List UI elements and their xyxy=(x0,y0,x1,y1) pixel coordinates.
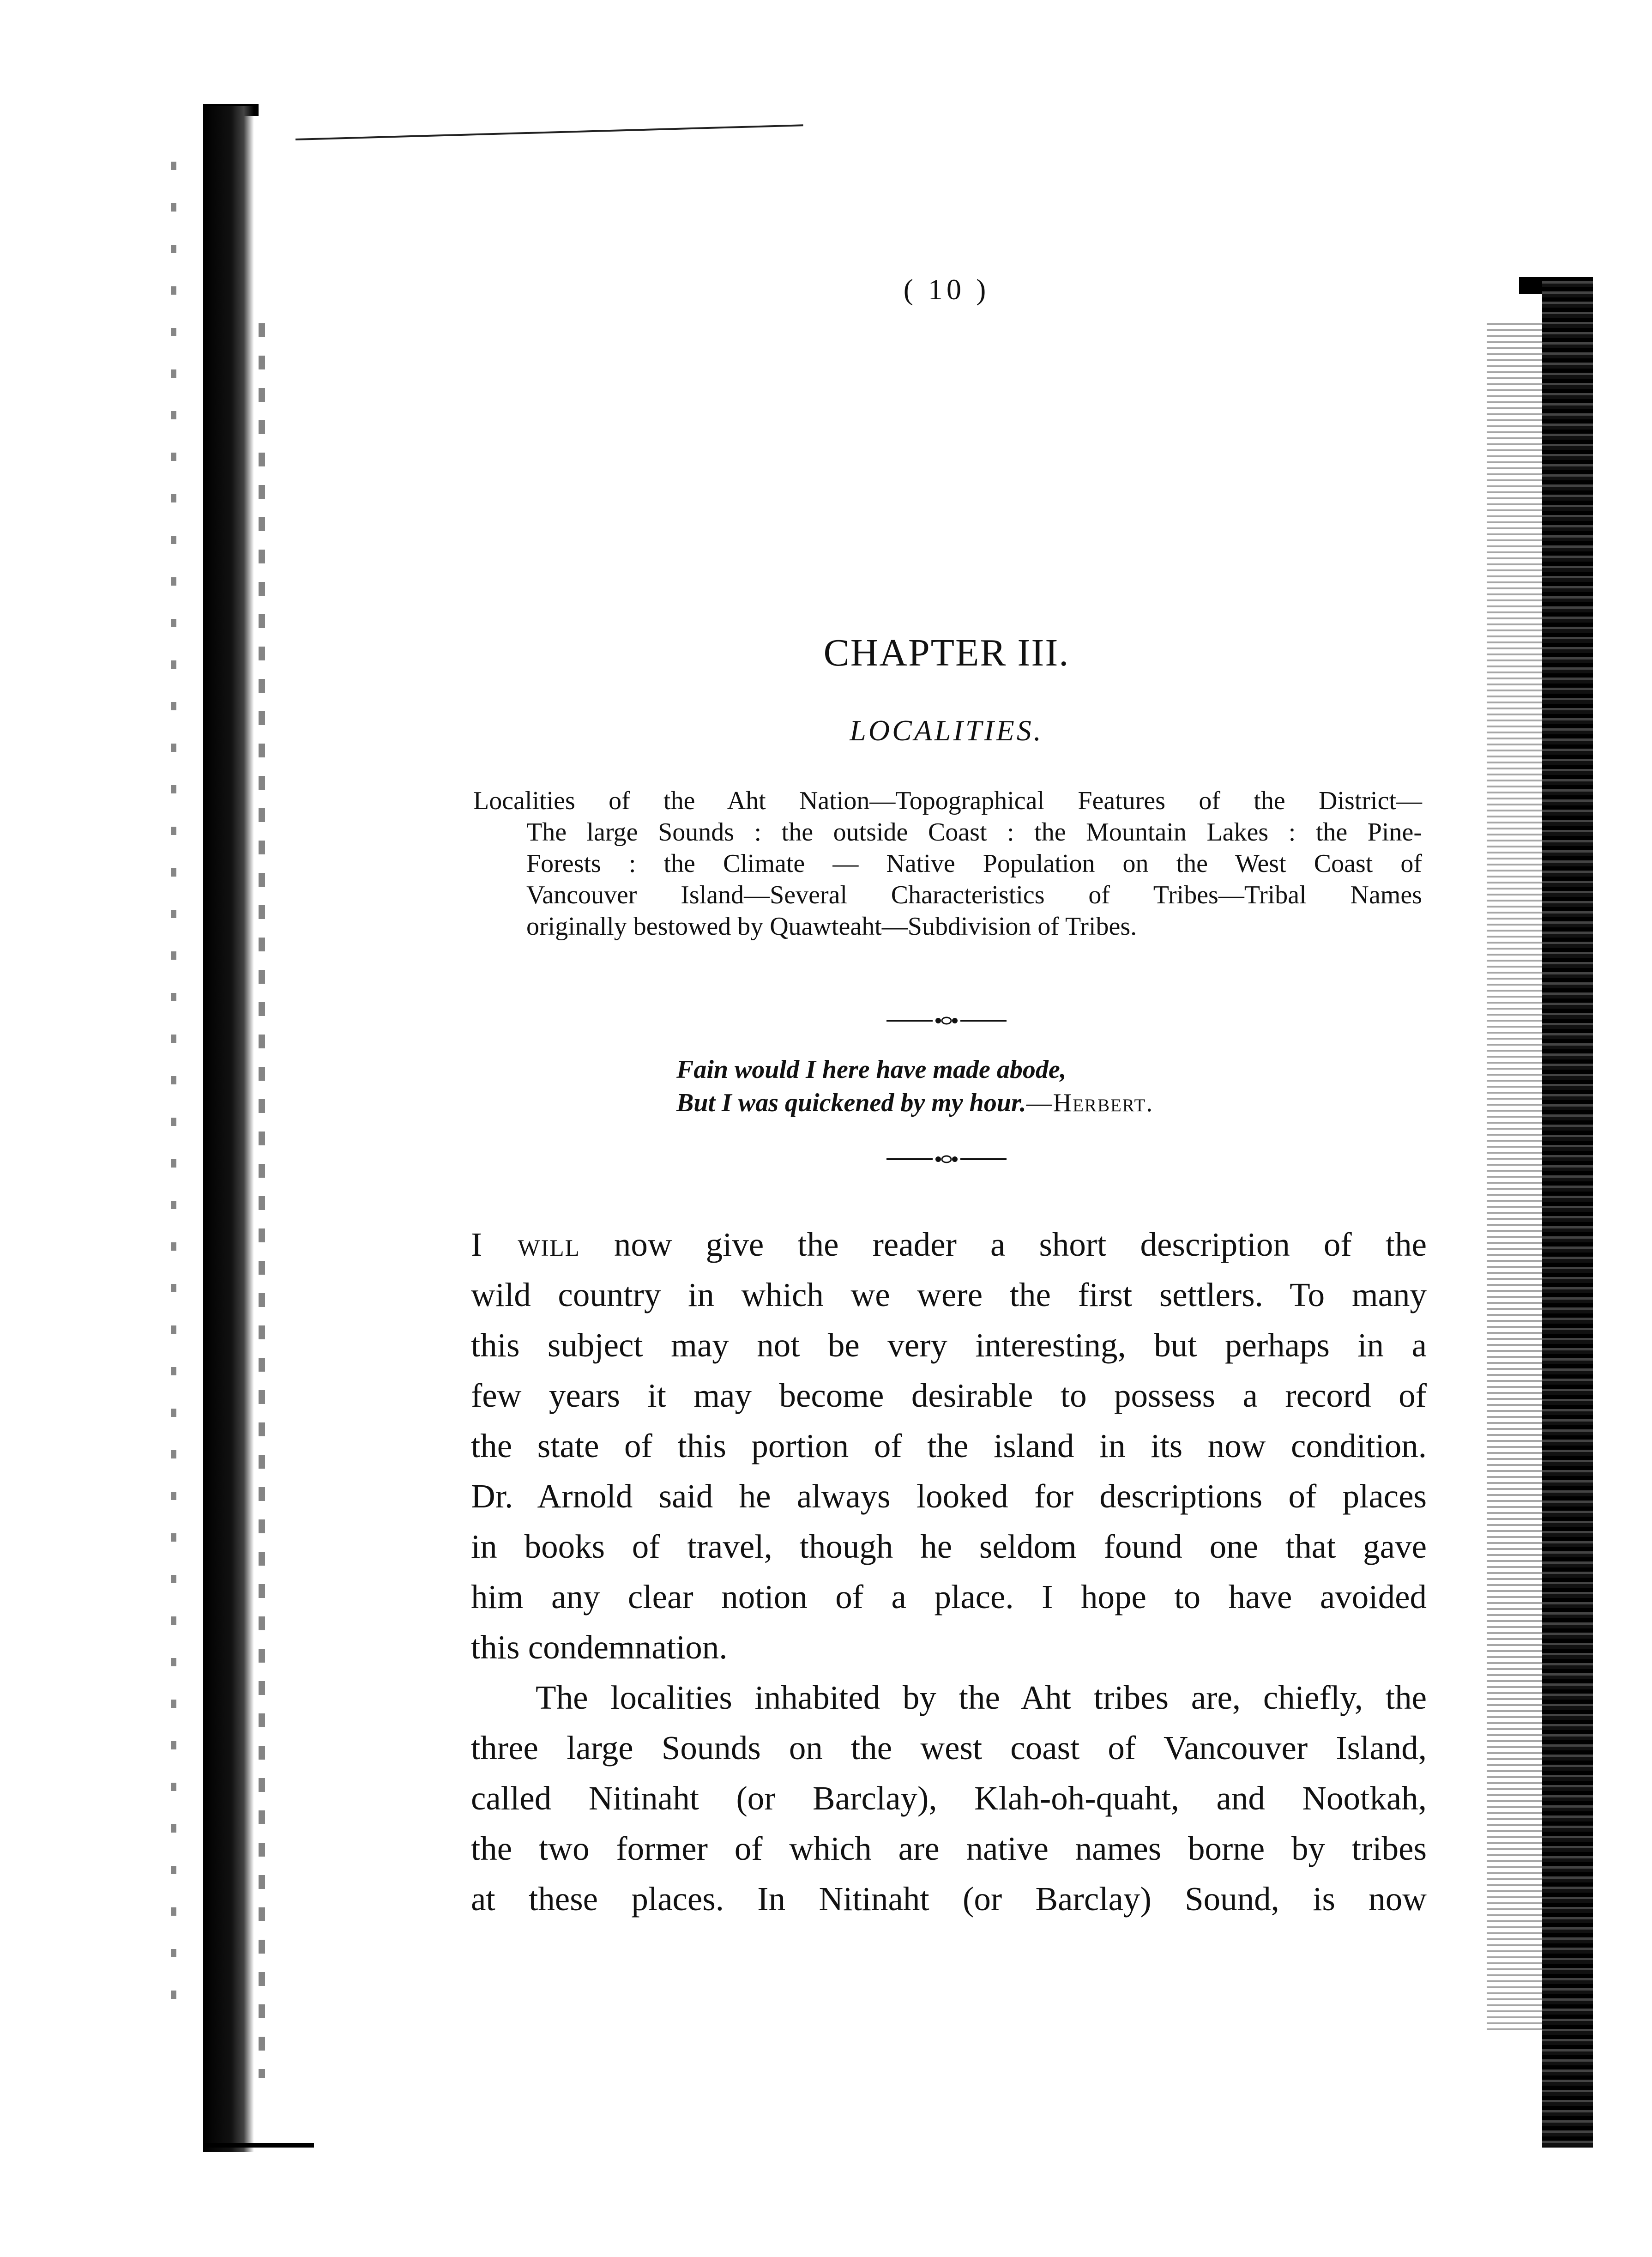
left-binding-shadow xyxy=(203,106,254,2152)
right-binding-shadow xyxy=(1542,277,1593,2148)
synopsis-line: Forests : the Climate — Native Population on the West Coast of xyxy=(526,849,1422,878)
epigraph-line: But I was quickened by my hour. xyxy=(676,1089,1026,1117)
epigraph-line-2 xyxy=(676,1086,1369,1119)
paragraph-line: the state of this portion of the island in its now condition. xyxy=(471,1427,1427,1464)
synopsis-line: Vancouver Island—Several Characteristics of Tribes—Tribal Names xyxy=(526,881,1422,909)
right-binding-speckle xyxy=(1487,323,1542,2032)
chapter-synopsis xyxy=(473,785,1422,942)
synopsis-line: originally bestowed by Quawteaht—Subdivision of Tribes. xyxy=(526,912,1137,941)
paragraph-line xyxy=(471,1219,1427,1270)
paragraph-line: The localities inhabited by the Aht tribes are, chiefly, the xyxy=(536,1679,1427,1716)
opening-words: I will xyxy=(471,1226,580,1263)
paragraph-line: him any clear notion of a place. I hope to have avoided xyxy=(471,1578,1427,1616)
body-text xyxy=(471,1219,1427,1924)
ornament-divider xyxy=(886,1014,1007,1028)
bottom-edge-mark xyxy=(203,2143,314,2148)
synopsis-line: The large Sounds : the outside Coast : the Mountain Lakes : the Pine- xyxy=(526,818,1422,847)
page-number: ( 10 ) xyxy=(903,273,990,306)
left-binding-specks xyxy=(259,323,265,2078)
paragraph-line: wild country in which we were the first settlers. To many xyxy=(471,1276,1427,1313)
paragraph-line: called Nitinaht (or Barclay), Klah-oh-quaht, and Nootkah, xyxy=(471,1779,1427,1817)
ornament-divider xyxy=(886,1152,1007,1166)
paragraph-line: three large Sounds on the west coast of Vancouver Island, xyxy=(471,1729,1427,1767)
paragraph-line: in books of travel, though he seldom found one that gave xyxy=(471,1528,1427,1565)
epigraph-line: Fain would I here have made abode, xyxy=(676,1055,1067,1084)
chapter-subtitle: LOCALITIES. xyxy=(850,714,1043,747)
chapter-title: CHAPTER III. xyxy=(823,631,1070,674)
paragraph-line: this condemnation. xyxy=(471,1628,728,1666)
left-margin-specks xyxy=(171,162,176,2009)
paragraph-line: few years it may become desirable to possess a record of xyxy=(471,1377,1427,1414)
epigraph xyxy=(676,1053,1369,1119)
paragraph-line: Dr. Arnold said he always looked for descriptions of places xyxy=(471,1477,1427,1515)
paragraph-line: this subject may not be very interesting, but perhaps in a xyxy=(471,1326,1427,1364)
epigraph-attribution: —Herbert. xyxy=(1026,1089,1154,1117)
paragraph-line: the two former of which are native names borne by tribes xyxy=(471,1830,1427,1867)
paragraph-text: now give the reader a short description of the xyxy=(580,1226,1427,1263)
top-scan-line xyxy=(295,124,803,140)
synopsis-line: Localities of the Aht Nation—Topographical Features of the District— xyxy=(473,787,1422,815)
paragraph-line: at these places. In Nitinaht (or Barclay) Sound, is now xyxy=(471,1880,1427,1918)
